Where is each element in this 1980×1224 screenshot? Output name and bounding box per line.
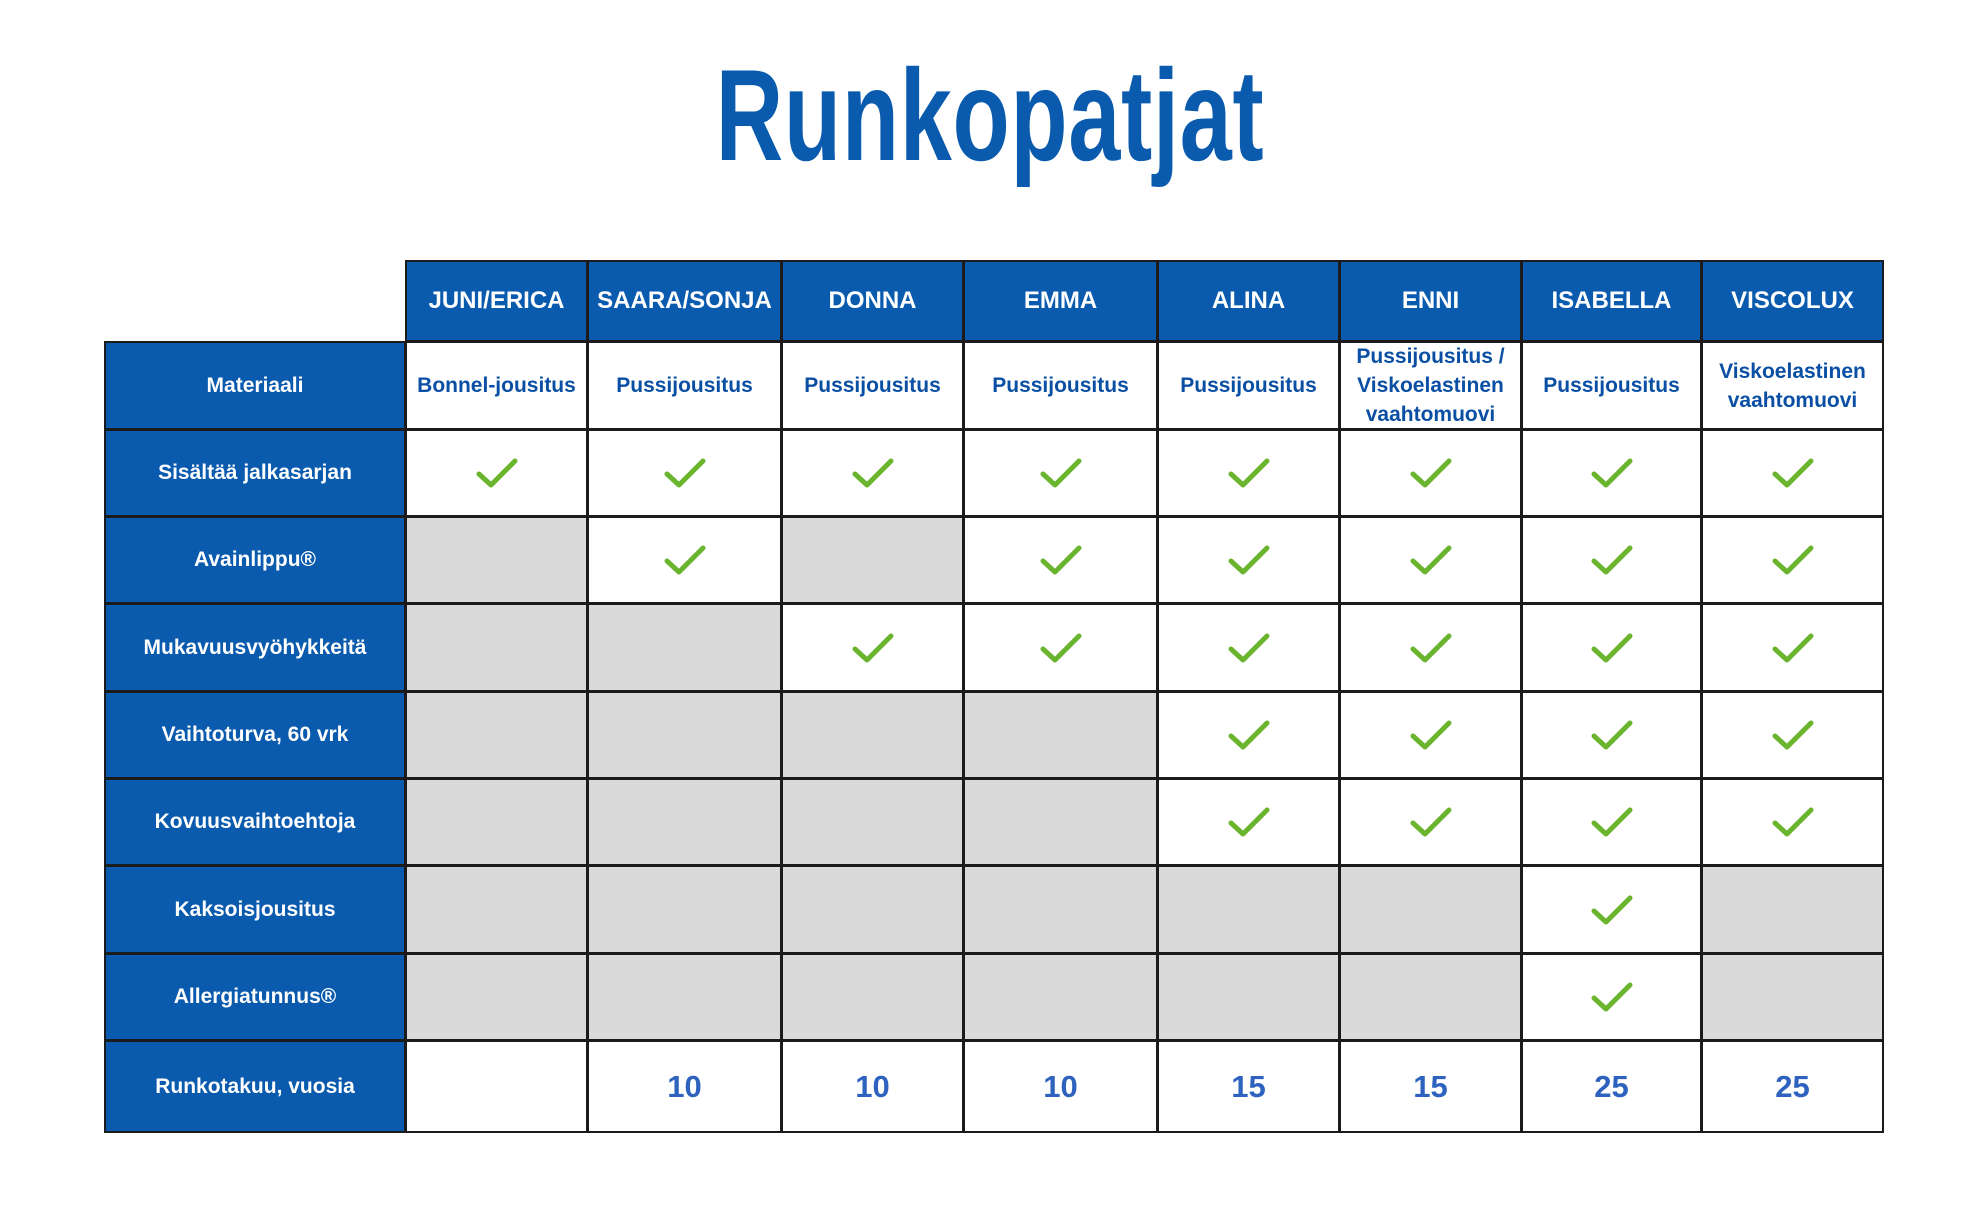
material-cell [1339, 341, 1522, 430]
row-label [104, 953, 406, 1041]
check-icon [475, 456, 519, 490]
feature-cell-unavailable [781, 778, 964, 866]
row-label-text: Sisältää jalkasarjan [158, 461, 352, 484]
feature-cell-available [1521, 865, 1702, 954]
feature-cell-unavailable [781, 691, 964, 779]
row-label-text: Mukavuusvyöhykkeitä [143, 635, 367, 659]
feature-cell-available [1339, 429, 1522, 517]
feature-cell-available [405, 429, 588, 517]
check-icon [1590, 456, 1634, 490]
check-icon [1590, 543, 1634, 577]
feature-cell-available [781, 603, 964, 692]
feature-cell-available [963, 516, 1158, 604]
material-cell [1701, 341, 1884, 430]
check-icon [1227, 631, 1271, 665]
material-cell [587, 341, 782, 430]
feature-cell-unavailable [405, 691, 588, 779]
column-header [405, 260, 588, 342]
feature-cell-available [1701, 429, 1884, 517]
model-name: ENNI [1401, 287, 1460, 314]
feature-cell-available [1521, 691, 1702, 779]
row-label-text: Avainlippu® [193, 548, 317, 571]
feature-cell-available [587, 429, 782, 517]
warranty-years: 25 [1594, 1068, 1629, 1104]
warranty-cell [781, 1040, 964, 1133]
warranty-cell [1521, 1040, 1702, 1133]
check-icon [1590, 980, 1634, 1014]
warranty-cell [963, 1040, 1158, 1133]
feature-cell-available [1339, 778, 1522, 866]
feature-cell-available [1157, 516, 1340, 604]
column-header [587, 260, 782, 342]
feature-cell-unavailable [1157, 953, 1340, 1041]
material-text: Pussijousitus [1180, 374, 1317, 397]
column-header [1701, 260, 1884, 342]
column-header [1157, 260, 1340, 342]
row-label [104, 516, 406, 604]
warranty-years: 15 [1413, 1068, 1448, 1104]
feature-cell-available [1339, 603, 1522, 692]
feature-cell-unavailable [1339, 953, 1522, 1041]
feature-cell-available [1701, 603, 1884, 692]
feature-cell-unavailable [405, 865, 588, 954]
warranty-years: 15 [1231, 1068, 1266, 1104]
feature-cell-available [1339, 516, 1522, 604]
warranty-cell [1339, 1040, 1522, 1133]
material-cell [1157, 341, 1340, 430]
model-name: EMMA [1023, 287, 1098, 314]
check-icon [1227, 805, 1271, 839]
material-text: Pussijousitus [992, 374, 1129, 397]
warranty-cell [587, 1040, 782, 1133]
check-icon [1590, 893, 1634, 927]
model-name: JUNI/ERICA [428, 287, 565, 314]
material-text: Pussijousitus / Viskoelastinen vaahtomuovi [1356, 345, 1505, 426]
feature-cell-unavailable [405, 516, 588, 604]
feature-cell-unavailable [405, 603, 588, 692]
warranty-years: 10 [1043, 1068, 1078, 1104]
row-label-text: Vaihtoturva, 60 vrk [161, 723, 349, 746]
check-icon [1771, 631, 1815, 665]
check-icon [1590, 631, 1634, 665]
feature-cell-available [1701, 516, 1884, 604]
column-header [963, 260, 1158, 342]
feature-cell-available [1157, 691, 1340, 779]
feature-cell-unavailable [405, 778, 588, 866]
check-icon [851, 631, 895, 665]
check-icon [1409, 805, 1453, 839]
row-label [104, 603, 406, 692]
feature-cell-available [963, 603, 1158, 692]
feature-cell-unavailable [587, 778, 782, 866]
model-name: ISABELLA [1551, 287, 1672, 314]
warranty-cell [1157, 1040, 1340, 1133]
feature-cell-available [1521, 516, 1702, 604]
model-name: ALINA [1211, 287, 1286, 314]
feature-cell-available [1521, 778, 1702, 866]
check-icon [1227, 456, 1271, 490]
feature-cell-unavailable [781, 516, 964, 604]
material-cell [781, 341, 964, 430]
check-icon [1039, 456, 1083, 490]
check-icon [851, 456, 895, 490]
model-name: VISCOLUX [1731, 287, 1854, 314]
feature-cell-available [1521, 953, 1702, 1041]
row-label [104, 691, 406, 779]
check-icon [1771, 718, 1815, 752]
row-label [104, 1040, 406, 1133]
model-name: SAARA/SONJA [597, 287, 772, 314]
check-icon [1039, 631, 1083, 665]
check-icon [1771, 456, 1815, 490]
warranty-years: 10 [855, 1068, 890, 1104]
feature-cell-unavailable [1339, 865, 1522, 954]
warranty-years: 25 [1775, 1068, 1810, 1104]
row-label [104, 778, 406, 866]
column-header [1521, 260, 1702, 342]
feature-cell-unavailable [587, 691, 782, 779]
row-label [104, 341, 406, 430]
feature-cell-unavailable [587, 865, 782, 954]
material-cell [405, 341, 588, 430]
warranty-cell [1701, 1040, 1884, 1133]
feature-cell-unavailable [781, 865, 964, 954]
row-label-text: Kaksoisjousitus [174, 897, 336, 921]
check-icon [1409, 718, 1453, 752]
warranty-years: 10 [667, 1068, 702, 1104]
row-label-text: Allergiatunnus® [173, 985, 337, 1008]
feature-cell-available [1157, 603, 1340, 692]
row-label-text: Materiaali [206, 373, 304, 397]
feature-cell-unavailable [587, 603, 782, 692]
page-title: Runkopatjat [715, 42, 1265, 188]
feature-cell-available [1701, 691, 1884, 779]
check-icon [1590, 718, 1634, 752]
feature-cell-unavailable [963, 865, 1158, 954]
feature-cell-unavailable [1701, 953, 1884, 1041]
row-label [104, 429, 406, 517]
feature-cell-unavailable [781, 953, 964, 1041]
feature-cell-unavailable [405, 953, 588, 1041]
check-icon [1409, 456, 1453, 490]
feature-cell-unavailable [587, 953, 782, 1041]
check-icon [1227, 718, 1271, 752]
column-header [781, 260, 964, 342]
feature-cell-available [1521, 603, 1702, 692]
feature-cell-available [1157, 778, 1340, 866]
feature-cell-available [1701, 778, 1884, 866]
feature-cell-unavailable [963, 778, 1158, 866]
check-icon [1409, 543, 1453, 577]
check-icon [1409, 631, 1453, 665]
feature-cell-available [963, 429, 1158, 517]
check-icon [1039, 543, 1083, 577]
check-icon [1771, 805, 1815, 839]
warranty-cell [405, 1040, 588, 1133]
feature-cell-available [1521, 429, 1702, 517]
material-text: Pussijousitus [804, 374, 941, 397]
material-text: Viskoelastinen vaahtomuovi [1719, 359, 1866, 412]
feature-cell-available [1157, 429, 1340, 517]
row-label-text: Runkotakuu, vuosia [155, 1074, 355, 1098]
model-name: DONNA [828, 287, 917, 314]
column-header [1339, 260, 1522, 342]
row-label-text: Kovuusvaihtoehtoja [154, 810, 356, 833]
row-label [104, 865, 406, 954]
feature-cell-unavailable [963, 953, 1158, 1041]
feature-cell-unavailable [1157, 865, 1340, 954]
feature-cell-available [781, 429, 964, 517]
feature-cell-unavailable [963, 691, 1158, 779]
feature-cell-available [587, 516, 782, 604]
check-icon [1590, 805, 1634, 839]
material-text: Bonnel-jousitus [417, 374, 576, 397]
feature-cell-unavailable [1701, 865, 1884, 954]
material-cell [1521, 341, 1702, 430]
check-icon [663, 456, 707, 490]
check-icon [1227, 543, 1271, 577]
material-cell [963, 341, 1158, 430]
comparison-table [104, 260, 1884, 1133]
material-text: Pussijousitus [1543, 374, 1680, 397]
feature-cell-available [1339, 691, 1522, 779]
check-icon [663, 543, 707, 577]
material-text: Pussijousitus [616, 374, 753, 397]
check-icon [1771, 543, 1815, 577]
